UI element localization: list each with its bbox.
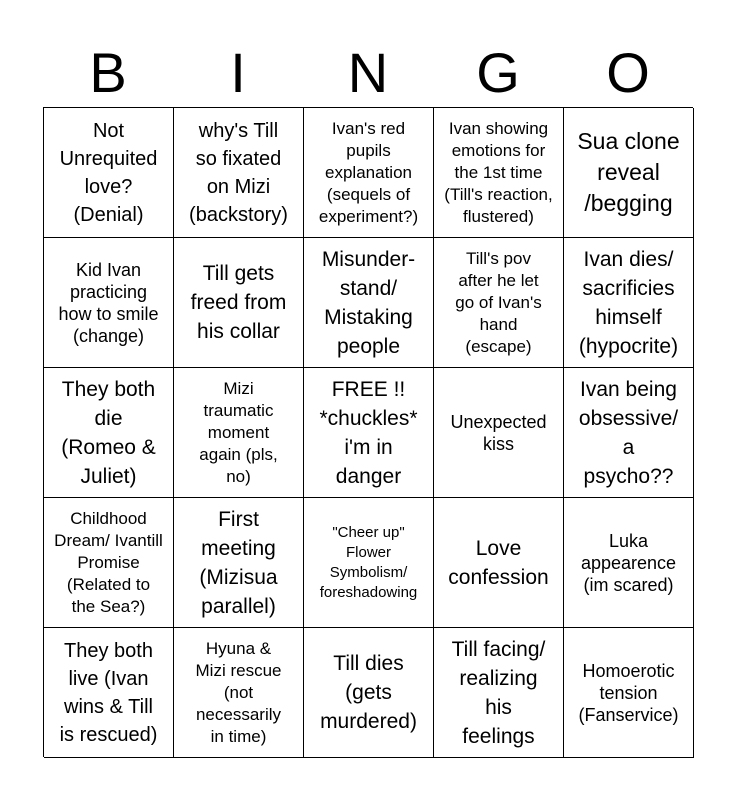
bingo-cell-r3-c4[interactable]: Unexpected kiss — [434, 368, 564, 498]
bingo-cell-r2-c5[interactable]: Ivan dies/ sacrificies himself (hypocrite) — [564, 238, 694, 368]
bingo-cell-r3-c3[interactable]: FREE !! *chuckles* i'm in danger — [304, 368, 434, 498]
bingo-cell-r4-c1[interactable]: Childhood Dream/ Ivantill Promise (Related to the Sea?) — [44, 498, 174, 628]
bingo-cell-r4-c4[interactable]: Love confession — [434, 498, 564, 628]
bingo-cell-r2-c4[interactable]: Till's pov after he let go of Ivan's hand (escape) — [434, 238, 564, 368]
bingo-cell-r5-c1[interactable]: They both live (Ivan wins & Till is rescued) — [44, 628, 174, 758]
bingo-cell-r2-c1[interactable]: Kid Ivan practicing how to smile (change) — [44, 238, 174, 368]
bingo-cell-r1-c1[interactable]: Not Unrequited love? (Denial) — [44, 108, 174, 238]
bingo-header — [43, 38, 693, 108]
bingo-cell-r3-c5[interactable]: Ivan being obsessive/ a psycho?? — [564, 368, 694, 498]
bingo-cell-r4-c3[interactable]: "Cheer up" Flower Symbolism/ foreshadowing — [304, 498, 434, 628]
header-letter-o: O — [606, 41, 650, 104]
bingo-cell-r4-c5[interactable]: Luka appearence (im scared) — [564, 498, 694, 628]
bingo-cell-r4-c2[interactable]: First meeting (Mizisua parallel) — [174, 498, 304, 628]
bingo-cell-r2-c3[interactable]: Misunder- stand/ Mistaking people — [304, 238, 434, 368]
bingo-cell-r5-c2[interactable]: Hyuna & Mizi rescue (not necessarily in time) — [174, 628, 304, 758]
header-letter-i: I — [230, 41, 246, 104]
bingo-cell-r5-c4[interactable]: Till facing/ realizing his feelings — [434, 628, 564, 758]
bingo-cell-r5-c3[interactable]: Till dies (gets murdered) — [304, 628, 434, 758]
bingo-cell-r1-c5[interactable]: Sua clone reveal /begging — [564, 108, 694, 238]
bingo-cell-r2-c2[interactable]: Till gets freed from his collar — [174, 238, 304, 368]
bingo-cell-r3-c2[interactable]: Mizi traumatic moment again (pls, no) — [174, 368, 304, 498]
bingo-cell-r5-c5[interactable]: Homoerotic tension (Fanservice) — [564, 628, 694, 758]
bingo-cell-r3-c1[interactable]: They both die (Romeo & Juliet) — [44, 368, 174, 498]
bingo-board — [43, 107, 693, 757]
header-letter-b: B — [89, 41, 127, 104]
bingo-cell-r1-c3[interactable]: Ivan's red pupils explanation (sequels of experiment?) — [304, 108, 434, 238]
bingo-cell-r1-c2[interactable]: why's Till so fixated on Mizi (backstory) — [174, 108, 304, 238]
bingo-cell-r1-c4[interactable]: Ivan showing emotions for the 1st time (Till's reaction, flustered) — [434, 108, 564, 238]
header-letter-n: N — [347, 41, 389, 104]
header-letter-g: G — [476, 41, 520, 104]
